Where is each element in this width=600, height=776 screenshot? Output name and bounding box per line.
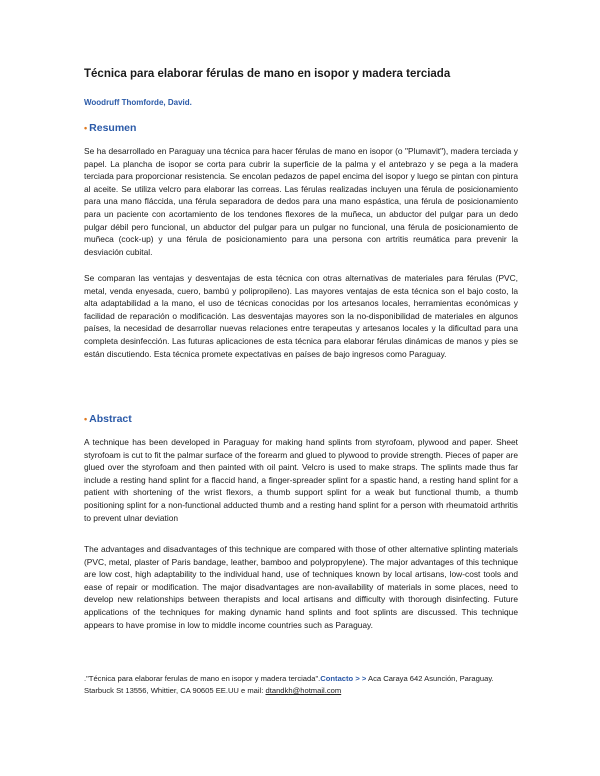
abstract-heading <box>84 413 132 425</box>
footer-contact <box>84 673 524 697</box>
resumen-heading-label: Resumen <box>89 122 137 134</box>
resumen-heading <box>84 122 136 134</box>
resumen-paragraph-2: Se comparan las ventajas y desventajas de esta técnica con otras alternativas de materiales para férulas (PVC, metal, venda enyesada, cuero, bambú y polipropileno). Las mayores ventajas de esta técnica son el bajo costo, la alta adaptabilidad a la mano, el uso de técnicas conocidas por los artesanos locales, herramientas económicas y facilidad de reparación o modificación. Las desventajas mayores son la no-disponibilidad de materiales en algunos países, la necesidad de desarrollar nuevas relaciones entre terapeutas y artesanos locales y la dificultad para una completa desinfección. Las futuras aplicaciones de esta técnica para elaborar férulas dinámicas de manos y pies se están discutiendo. Esta técnica promete expectativas en países de bajo ingresos como Paraguay. <box>84 273 518 359</box>
article-title: Técnica para elaborar férulas de mano en isopor y madera terciada <box>84 68 451 80</box>
abstract-heading-label: Abstract <box>89 413 132 425</box>
bullet-icon: • <box>84 123 88 133</box>
footer-citation: ."Técnica para elaborar ferulas de mano en isopor y madera terciada". <box>84 674 321 683</box>
author-name: Woodruff Thomforde, David. <box>84 98 192 107</box>
footer-address: Aca Caraya 642 Asunción, Paraguay. Starbuck St 13556, Whittier, CA 90605 EE.UU e mail: <box>84 674 494 695</box>
email-link[interactable]: dtandkh@hotmail.com <box>265 686 342 695</box>
abstract-paragraph-1: A technique has been developed in Paraguay for making hand splints from styrofoam, plywood and paper. Sheet styrofoam is cut to fit the palmar surface of the forearm and glued to plywood to provide strength. Pieces of paper are glued over the styrofoam and then painted with oil paint. Velcro is used to make straps. The splints made thus far include a resting hand splint for a flaccid hand, a finger-spreader splint for a spastic hand, a resting hand splint for a patient with shortening of the wrist flexors, a thumb support splint for a weak but functional thumb, a thumb positioning splint for a non-functional adducted thumb and a resting hand splint for a person with rheumatoid arthritis to prevent ulnar deviation <box>84 437 518 523</box>
bullet-icon: • <box>84 414 88 424</box>
resumen-paragraph-1: Se ha desarrollado en Paraguay una técnica para hacer férulas de mano en isopor (o "Plumavit"), madera terciada y papel. La plancha de isopor se corta para cubrir la superficie de la palma y el antebrazo y se pega a la madera terciada para proporcionar resistencia. Se encolan pedazos de papel encima del isopor y luego se pintan con pintura al aceite. Se utiliza velcro para elaborar las correas. Las férulas realizadas incluyen una férula de posicionamiento para una mano fláccida, una férula separadora de dedos para una mano espástica, una férula de posicionamiento para un paciente con acortamiento de los tendones flexores de la muñeca, un abductor del pulgar para un dedo pulgar débil pero funcional, un abductor del pulgar para un pulgar no funcional, una férula de posicionamiento de muñeca (cock-up) y una férula de posicionamiento para una persona con artritis reumática para prevenir la desviación cubital. <box>84 146 518 257</box>
contact-label: Contacto <box>320 674 354 683</box>
abstract-paragraph-2: The advantages and disadvantages of this technique are compared with those of other alternative splinting materials (PVC, metal, plaster of Paris bandage, leather, bamboo and polypropylene). The major advantages of this technique are low cost, high adaptability to the individual hand, use of techniques known by local artisans, low-cost tools and ease of repair or modification. The major disadvantages are non-availability of materials in some places, need to develop new relationships between therapists and local artisans and difficulty with thorough disinfecting. Future applications of the techniques for making dynamic hand splints and foot splints are discussed. This technique appears to have promise in low to middle income countries such as Paraguay. <box>84 544 518 630</box>
contact-arrows: > > <box>355 674 367 683</box>
